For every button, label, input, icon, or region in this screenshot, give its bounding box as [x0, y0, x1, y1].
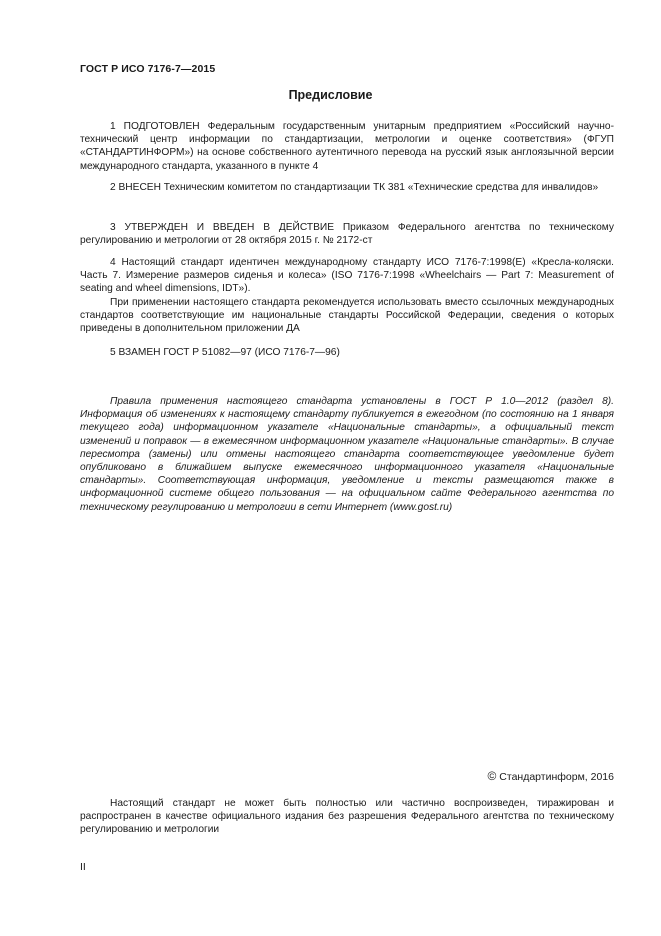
paragraph-identity: 4 Настоящий стандарт идентичен международному стандарту ИСО 7176-7:1998(E) «Кресла-коляски. Часть 7. Измерение размеров сиденья и колеса» (ISO 7176-7:1998 «Wheelchairs — Part 7: Measurement of seating and wheel dimensions, IDT»). — [80, 257, 614, 295]
rights-notice: Настоящий стандарт не может быть полностью или частично воспроизведен, тиражирован и распространен в качестве официального издания без разрешения Федерального агентства по техническому регулированию и метрологии — [80, 798, 614, 836]
copyright-line — [487, 769, 614, 783]
paragraph-prepared-by: 1 ПОДГОТОВЛЕН Федеральным государственным унитарным предприятием «Российский научно-технический центр информации по стандартизации, метрологии и оценке соответствия» (ФГУП «СТАНДАРТИНФОРМ») на основе собственного аутентичного перевода на русский язык англоязычной версии международного стандарта, указанного в пункте 4 — [80, 121, 614, 172]
paragraph-application: При применении настоящего стандарта рекомендуется использовать вместо ссылочных международных стандартов соответствующие им национальные стандарты Российской Федерации, сведения о которых приведены в дополнительном приложении ДА — [80, 297, 614, 335]
paragraph-introduced-by: 2 ВНЕСЕН Техническим комитетом по стандартизации ТК 381 «Технические средства для инвалидов» — [110, 182, 599, 193]
copyright-text: Стандартинформ, 2016 — [499, 771, 614, 783]
paragraph-approved: 3 УТВЕРЖДЕН И ВВЕДЕН В ДЕЙСТВИЕ Приказом Федерального агентства по техническому регулированию и метрологии от 28 октября 2015 г. № 2172-ст — [80, 222, 614, 247]
copyright-icon: © — [487, 769, 497, 783]
page-title: Предисловие — [288, 88, 373, 102]
document-code-header: ГОСТ Р ИСО 7176-7—2015 — [80, 63, 216, 75]
notice-paragraph: Правила применения настоящего стандарта установлены в ГОСТ Р 1.0—2012 (раздел 8). Информация об изменениях к настоящему стандарту публикуется в ежегодном (по состоянию на 1 января текущего года) информационном указателе «Национальные стандарты», а официальный текст изменений и поправок — в ежемесячном информационном указателе «Национальные стандарты». В случае пересмотра (замены) или отмены настоящего стандарта соответствующее уведомление будет опубликовано в ближайшем выпуске ежемесячного информационного указателя «Национальные стандарты». Соответствующая информация, уведомление и тексты размещаются также в информационной системе общего пользования — на официальном сайте Федерального агентства по техническому регулированию и метрологии в сети Интернет (www.gost.ru) — [80, 396, 614, 513]
paragraph-replaces: 5 ВЗАМЕН ГОСТ Р 51082—97 (ИСО 7176-7—96) — [110, 347, 340, 358]
page-number: II — [80, 861, 86, 873]
